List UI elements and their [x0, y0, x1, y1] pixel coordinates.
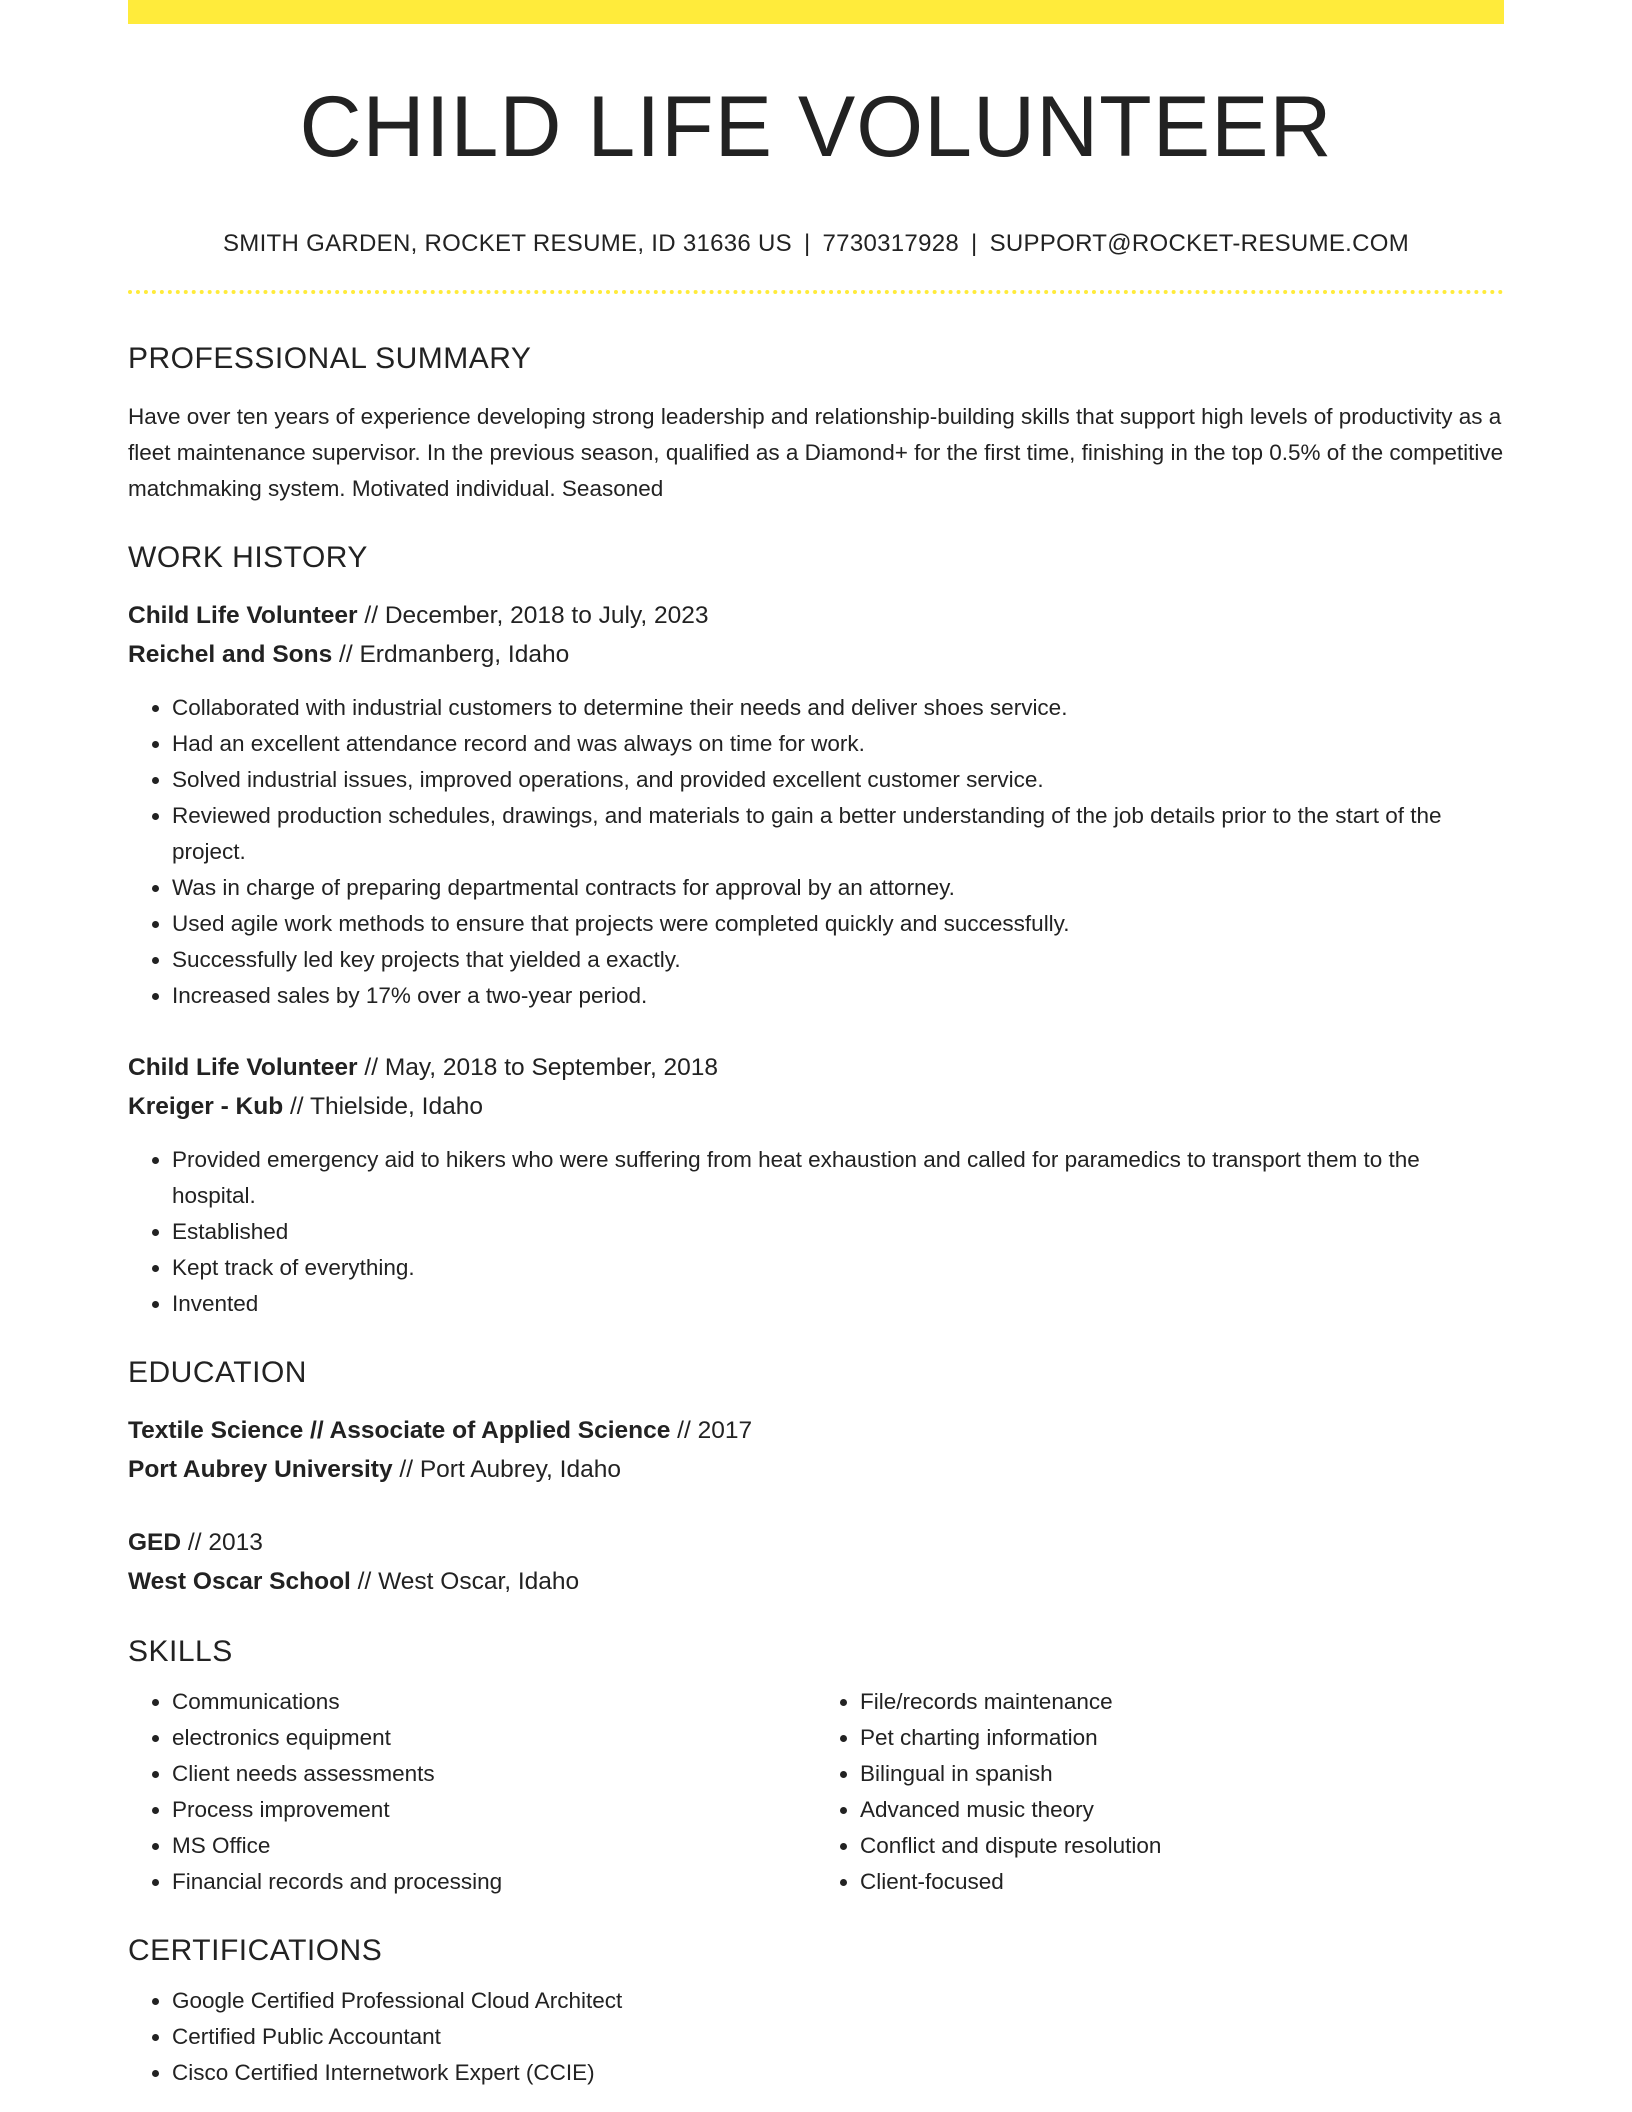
list-item: • Invented [172, 1286, 1504, 1322]
job-entry [128, 1048, 1504, 1322]
job-title: Child Life Volunteer [128, 1054, 358, 1081]
list-item: • Cisco Certified Internetwork Expert (CCIE) [172, 2055, 1504, 2091]
summary-text: Have over ten years of experience developing strong leadership and relationship-building skills that support high levels of productivity as a fleet maintenance supervisor. In the previous season, qualified as a Diamond+ for the first time, finishing in the top 0.5% of the competitive matchmaking system. Motivated individual. Seasoned [128, 404, 1504, 501]
list-item: • Had an excellent attendance record and was always on time for work. [172, 726, 1504, 762]
job-entry [128, 596, 1504, 1014]
education-year: // 2013 [181, 1529, 263, 1556]
skills-heading: SKILLS [128, 1635, 233, 1668]
list-item: • Communications [172, 1684, 816, 1720]
job-dates: // December, 2018 to July, 2023 [357, 602, 709, 629]
education-location: // Port Aubrey, Idaho [392, 1456, 621, 1483]
work-history-heading: WORK HISTORY [128, 541, 368, 574]
list-item: • Was in charge of preparing departmental contracts for approval by an attorney. [172, 870, 1504, 906]
job-dates: // May, 2018 to September, 2018 [357, 1054, 719, 1081]
list-item: • Pet charting information [860, 1720, 1504, 1756]
list-item: • Bilingual in spanish [860, 1756, 1504, 1792]
list-item: • File/records maintenance [860, 1684, 1504, 1720]
education-degree: GED [128, 1529, 182, 1556]
contact-address: SMITH GARDEN, ROCKET RESUME, ID 31636 US [222, 230, 792, 257]
education-year: // 2017 [670, 1417, 753, 1444]
education-degree-line [128, 1411, 1504, 1450]
dotted-divider [128, 290, 1504, 294]
education-school: West Oscar School [128, 1568, 351, 1595]
job-title: Child Life Volunteer [128, 602, 358, 629]
list-item: • Solved industrial issues, improved operations, and provided excellent customer service. [172, 762, 1504, 798]
job-company-line [128, 1087, 1504, 1126]
list-item: • electronics equipment [172, 1720, 816, 1756]
education-degree: Textile Science // Associate of Applied Science [128, 1417, 671, 1444]
list-item: • Increased sales by 17% over a two-year period. [172, 978, 1504, 1014]
contact-separator: | [971, 230, 978, 257]
job-bullets [128, 1142, 1504, 1322]
job-location: // Erdmanberg, Idaho [332, 641, 570, 668]
education-entry [128, 1523, 1504, 1601]
list-item: • Google Certified Professional Cloud Architect [172, 1983, 1504, 2019]
job-location: // Thielside, Idaho [283, 1093, 483, 1120]
job-company: Reichel and Sons [128, 641, 333, 668]
list-item: • MS Office [172, 1828, 816, 1864]
list-item: • Financial records and processing [172, 1864, 816, 1900]
resume-page [128, 0, 1504, 2091]
list-item: • Advanced music theory [860, 1792, 1504, 1828]
list-item: • Successfully led key projects that yielded a exactly. [172, 942, 1504, 978]
accent-top-bar [128, 0, 1504, 24]
list-item: • Conflict and dispute resolution [860, 1828, 1504, 1864]
skills-list-left [128, 1684, 816, 1900]
education-entry [128, 1411, 1504, 1489]
contact-phone: 7730317928 [822, 230, 960, 257]
education-school-line [128, 1450, 1504, 1489]
education-degree-line [128, 1523, 1504, 1562]
list-item: • Used agile work methods to ensure that projects were completed quickly and successfully. [172, 906, 1504, 942]
list-item: • Reviewed production schedules, drawings, and materials to gain a better understanding of the job details prior to the start of the project. [172, 798, 1504, 870]
education-school: Port Aubrey University [128, 1456, 393, 1483]
list-item: • Kept track of everything. [172, 1250, 1504, 1286]
list-item: • Provided emergency aid to hikers who were suffering from heat exhaustion and called for paramedics to transport them to the hospital. [172, 1142, 1504, 1214]
list-item: • Certified Public Accountant [172, 2019, 1504, 2055]
contact-line [128, 230, 1504, 258]
list-item: • Collaborated with industrial customers to determine their needs and deliver shoes service. [172, 690, 1504, 726]
resume-title: CHILD LIFE VOLUNTEER [299, 79, 1333, 175]
education-school-line [128, 1562, 1504, 1601]
contact-separator: | [803, 230, 811, 257]
skills-columns [128, 1684, 1504, 1900]
certifications-list [128, 1983, 1504, 2091]
job-title-line [128, 596, 1504, 635]
education-heading: EDUCATION [128, 1356, 307, 1389]
job-bullets [128, 690, 1504, 1014]
job-company: Kreiger - Kub [128, 1093, 284, 1120]
education-location: // West Oscar, Idaho [350, 1568, 580, 1595]
summary-heading: PROFESSIONAL SUMMARY [128, 342, 532, 375]
list-item: • Process improvement [172, 1792, 816, 1828]
job-company-line [128, 635, 1504, 674]
list-item: • Client needs assessments [172, 1756, 816, 1792]
certifications-heading: CERTIFICATIONS [128, 1934, 383, 1967]
list-item: • Client-focused [860, 1864, 1504, 1900]
contact-email: SUPPORT@ROCKET-RESUME.COM [989, 230, 1410, 257]
skills-list-right [816, 1684, 1504, 1900]
list-item: • Established [172, 1214, 1504, 1250]
job-title-line [128, 1048, 1504, 1087]
